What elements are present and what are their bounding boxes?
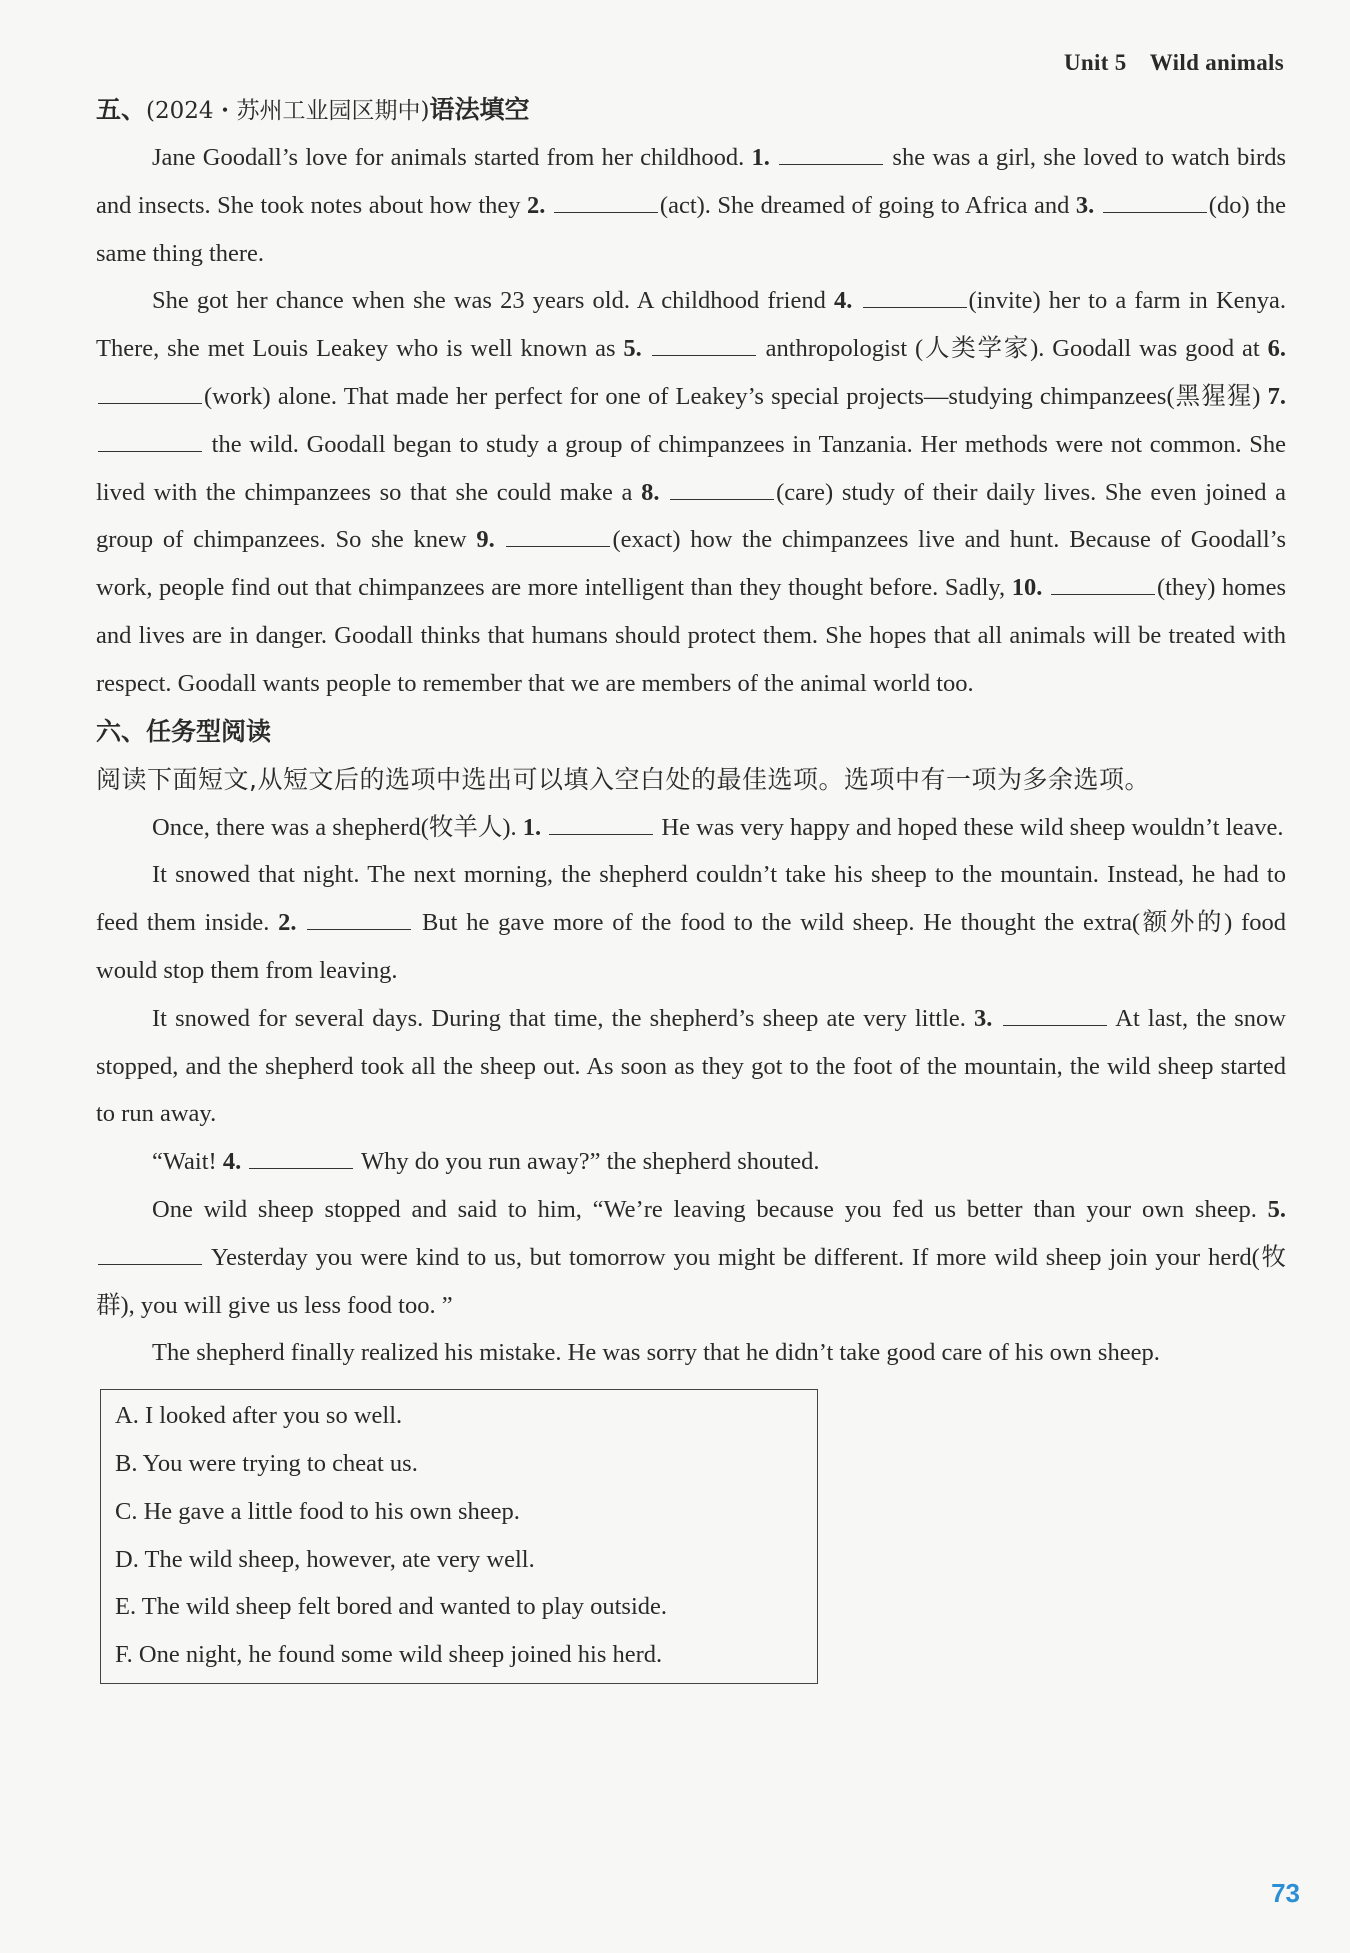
- section-5-heading: [96, 86, 1286, 134]
- blank-number: 2.: [278, 909, 297, 937]
- answer-blank[interactable]: [249, 1144, 353, 1169]
- answer-blank[interactable]: [98, 379, 202, 404]
- option-f: F. One night, he found some wild sheep joined his herd.: [115, 1641, 663, 1669]
- blank-number: 7.: [1267, 382, 1286, 410]
- section-6-paragraph-5: One wild sheep stopped and said to him, “We’re leaving because you fed us better than your own sheep. 5. Yesterday you were kind to us, but tomorrow you might be different. If more wild sheep join your herd(牧群), you will give us less food too. ”: [96, 1195, 1286, 1319]
- answer-blank[interactable]: [1051, 570, 1155, 595]
- section-5-source: (2024・苏州工业园区期中): [146, 98, 430, 124]
- option-e: E. The wild sheep felt bored and wanted to play outside.: [115, 1593, 668, 1621]
- blank-number: 1.: [751, 144, 770, 171]
- answer-blank[interactable]: [554, 188, 658, 213]
- section-6-paragraph-4: “Wait! 4. Why do you run away?” the shepherd shouted.: [96, 1138, 1286, 1186]
- section-6-paragraph-1: Once, there was a shepherd(牧羊人). 1. He was very happy and hoped these wild sheep wouldn’t leave.: [96, 804, 1286, 852]
- answer-blank[interactable]: [307, 905, 411, 930]
- section-5-paragraph-2: She got her chance when she was 23 years old. A childhood friend 4. (invite) her to a farm in Kenya. There, she met Louis Leakey who is well known as 5. anthropologist (人类学家). Goodall was good at 6. (work) alone. That made her perfect for one of Leakey’s special projects—studying chimpanzees(黑猩猩) 7. the wild. Goodall began to study a group of chimpanzees in Tanzania. Her methods were not common. She lived with the chimpanzees so that she could make a 8. (care) study of their daily lives. She even joined a group of chimpanzees. So she knew 9. (exact) how the chimpanzees live and hunt. Because of Goodall’s work, people find out that chimpanzees are more intelligent than they thought before. Sadly, 10. (they) homes and lives are in danger. Goodall thinks that humans should protect them. She hopes that all animals will be treated with respect. Goodall wants people to remember that we are members of the animal world too.: [96, 277, 1286, 707]
- section-6-paragraph-2: It snowed that night. The next morning, the shepherd couldn’t take his sheep to the mountain. Instead, he had to feed them inside. 2. But he gave more of the food to the wild sheep. He thought the extra(额外的) food would stop them from leaving.: [96, 861, 1287, 984]
- blank-number: 5.: [623, 335, 642, 363]
- running-head: Unit 5 Wild animals: [1064, 50, 1284, 75]
- blank-number: 8.: [641, 478, 660, 506]
- answer-blank[interactable]: [779, 140, 883, 165]
- answer-blank[interactable]: [1003, 1001, 1107, 1026]
- answer-blank[interactable]: [652, 331, 756, 356]
- blank-number: 9.: [476, 526, 495, 554]
- option-b: B. You were trying to cheat us.: [115, 1449, 418, 1477]
- answer-blank[interactable]: [98, 1240, 202, 1265]
- option-c: C. He gave a little food to his own sheep.: [115, 1497, 520, 1525]
- answer-blank[interactable]: [506, 522, 610, 547]
- section-5-number: 五、: [96, 95, 147, 124]
- answer-blank[interactable]: [863, 283, 967, 308]
- blank-number: 3.: [1075, 191, 1095, 219]
- section-6-instruction: 阅读下面短文,从短文后的选项中选出可以填入空白处的最佳选项。选项中有一项为多余选项。: [96, 764, 1150, 794]
- blank-number: 1.: [522, 813, 542, 841]
- blank-number: 5.: [1267, 1195, 1286, 1223]
- page-content: [96, 86, 1286, 1684]
- blank-number: 3.: [974, 1004, 993, 1032]
- answer-blank[interactable]: [1103, 188, 1207, 213]
- blank-number: 2.: [527, 191, 546, 219]
- blank-number: 4.: [834, 287, 853, 315]
- page-number: 73: [1271, 1878, 1300, 1908]
- answer-blank[interactable]: [549, 810, 653, 835]
- section-5-title: 语法填空: [429, 95, 530, 124]
- answer-blank[interactable]: [670, 475, 774, 500]
- blank-number: 6.: [1267, 335, 1286, 363]
- section-6-paragraph-6: The shepherd finally realized his mistake. He was sorry that he didn’t take good care of his own sheep.: [152, 1339, 1160, 1367]
- answer-blank[interactable]: [98, 427, 202, 452]
- section-6-paragraph-3: It snowed for several days. During that time, the shepherd’s sheep ate very little. 3. At last, the snow stopped, and the shepherd took all the sheep out. As soon as they got to the foot of the mountain, the wild sheep started to run away.: [96, 995, 1286, 1138]
- blank-number: 10.: [1011, 574, 1043, 602]
- section-5-paragraph-1: Jane Goodall’s love for animals started from her childhood. 1. she was a girl, she loved to watch birds and insects. She took notes about how they 2. (act). She dreamed of going to Africa and 3. (do) the same thing there.: [96, 134, 1286, 277]
- options-box: [100, 1389, 818, 1684]
- section-6-heading: 六、任务型阅读: [96, 716, 272, 746]
- option-a: A. I looked after you so well.: [115, 1402, 403, 1430]
- option-d: D. The wild sheep, however, ate very well.: [115, 1545, 535, 1573]
- blank-number: 4.: [222, 1148, 242, 1176]
